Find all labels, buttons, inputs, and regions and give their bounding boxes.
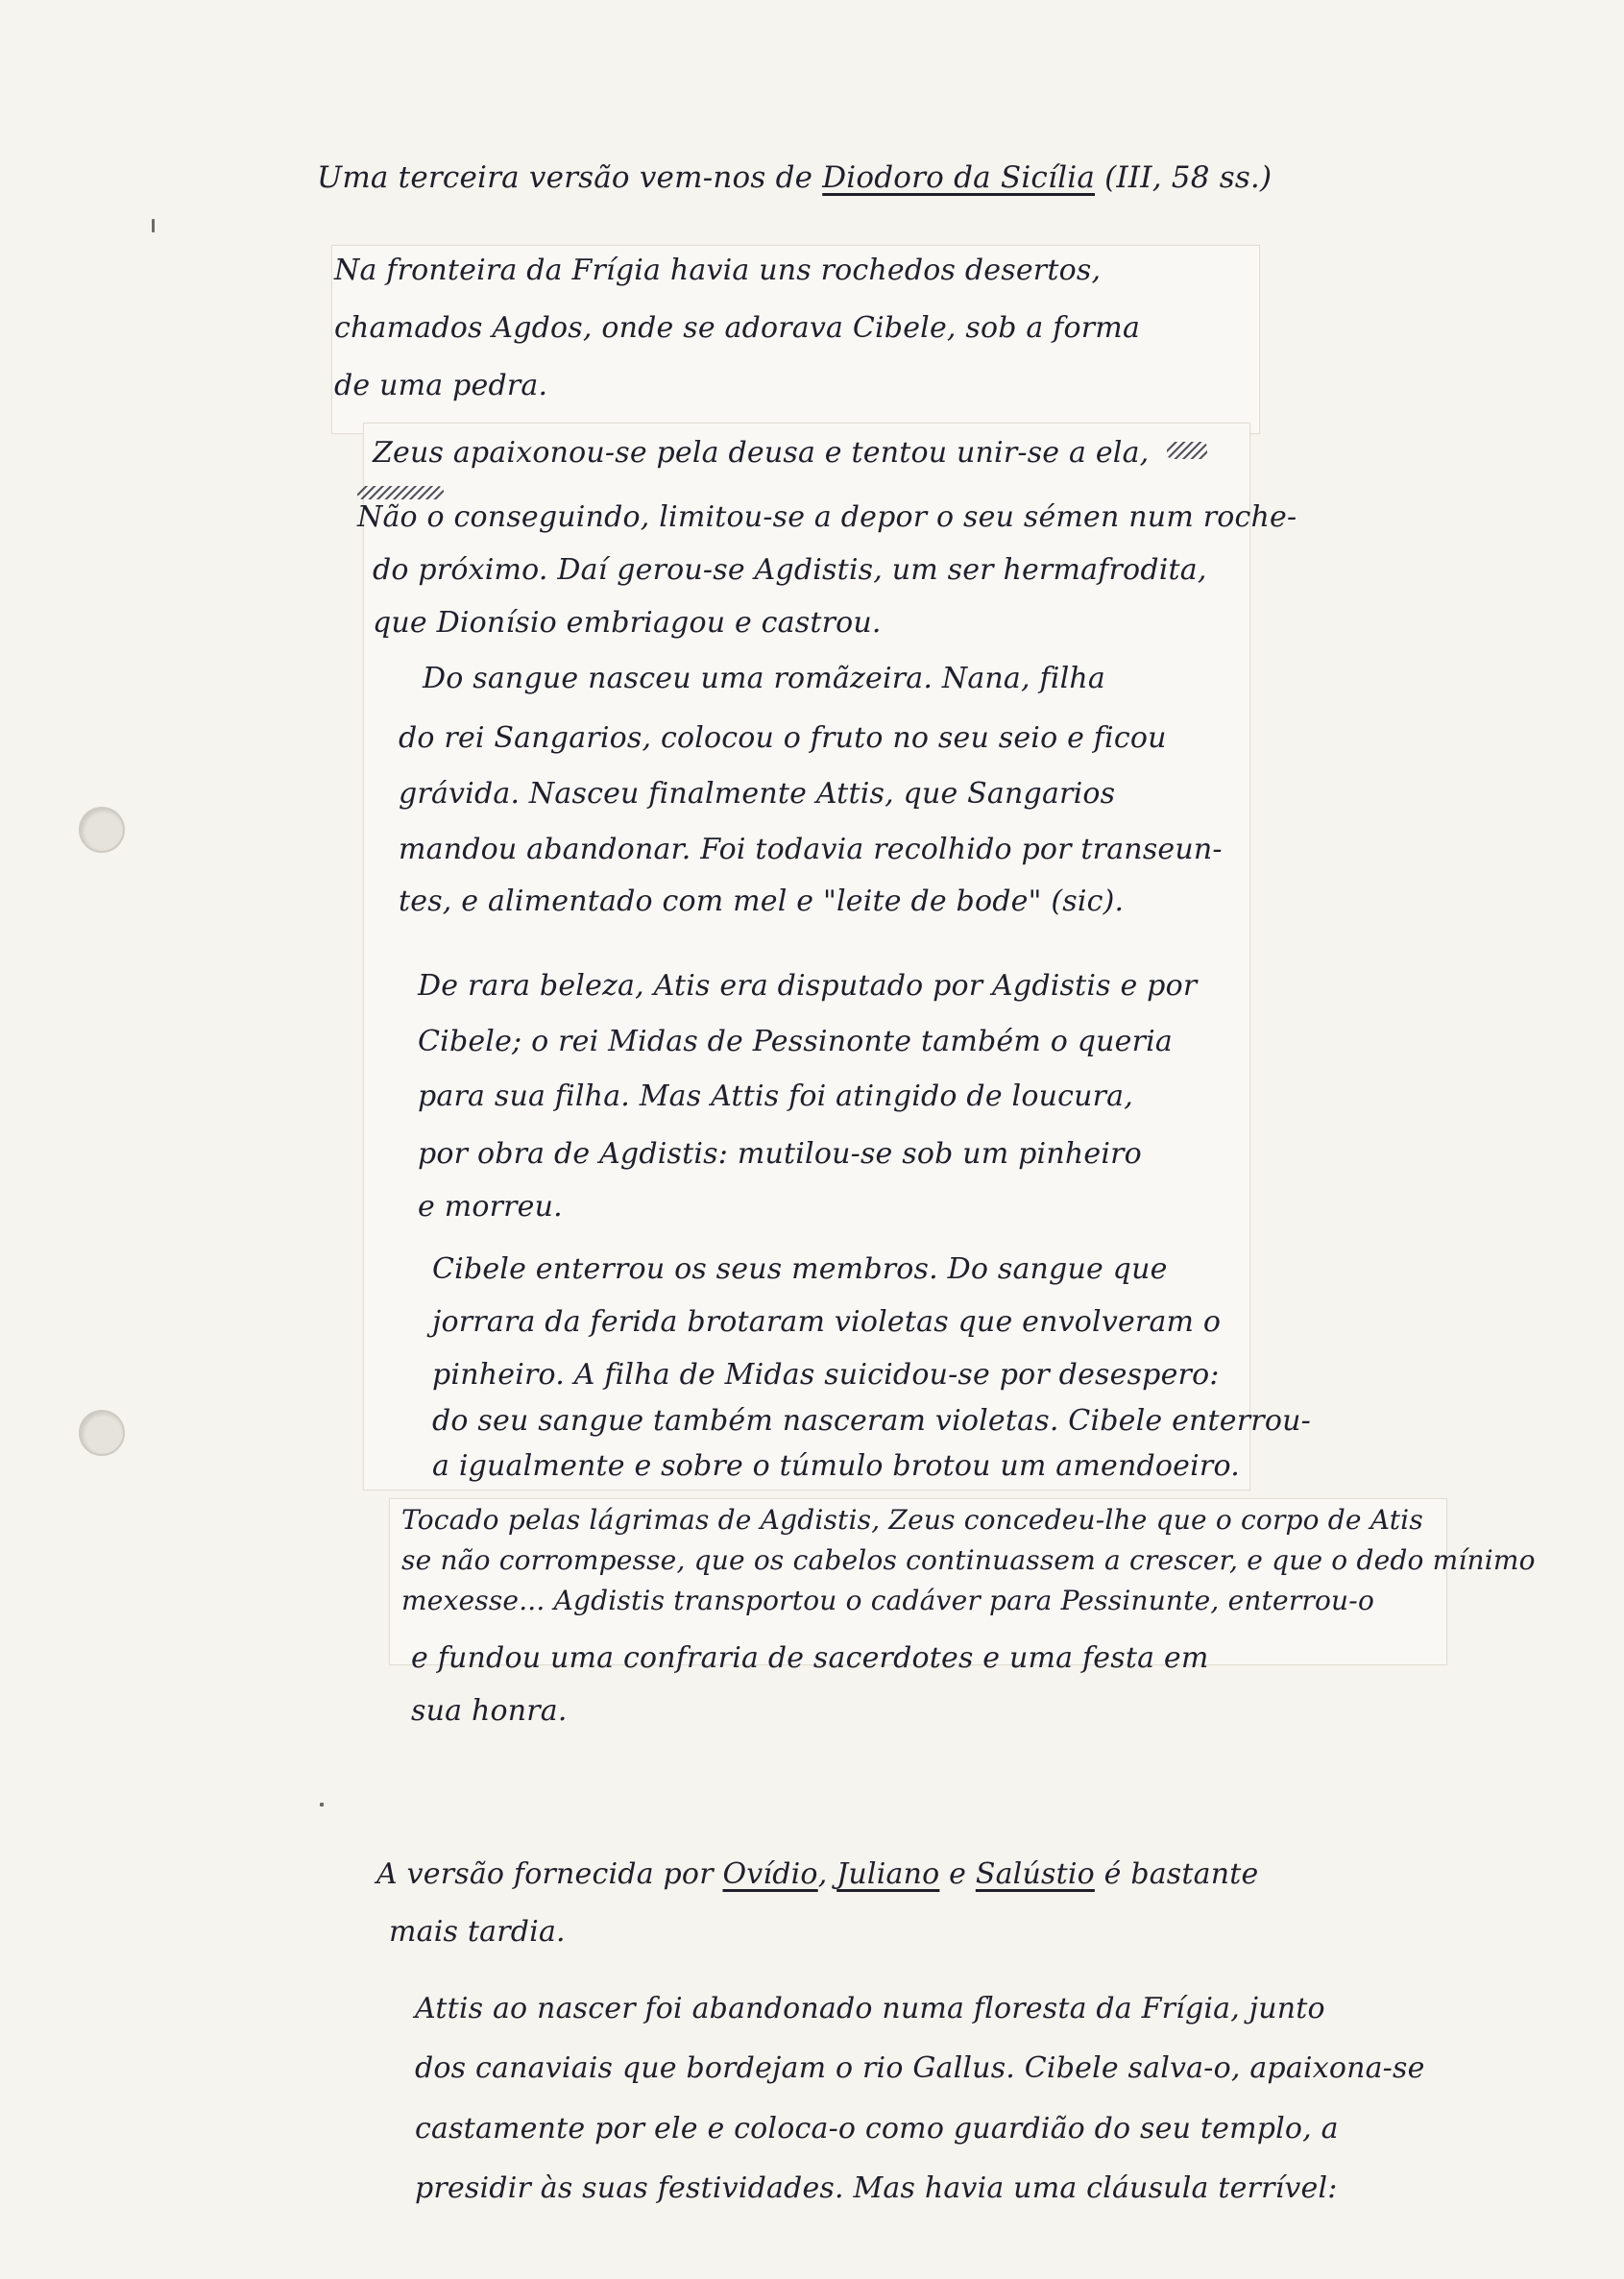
intro-line xyxy=(376,1858,1258,1890)
punch-hole-bottom xyxy=(79,1410,125,1456)
header-source: Diodoro da Sicília xyxy=(822,160,1096,195)
text-line: jorrara da ferida brotaram violetas que envolveram o xyxy=(432,1305,1222,1339)
author-ovidio: Ovídio xyxy=(722,1857,818,1891)
text-line: mandou abandonar. Foi todavia recolhido por transeun- xyxy=(399,833,1223,866)
header-suffix: (III, 58 ss.) xyxy=(1095,160,1273,195)
text-line: por obra de Agdistis: mutilou-se sob um pinheiro xyxy=(418,1137,1142,1171)
text-line: Zeus apaixonou-se pela deusa e tentou unir-se a ela, xyxy=(373,436,1150,470)
text-line: Do sangue nasceu uma romãzeira. Nana, filha xyxy=(423,662,1105,695)
text-line: e morreu. xyxy=(418,1190,563,1224)
intro-suffix: é bastante xyxy=(1094,1857,1259,1891)
text-line: Cibele; o rei Midas de Pessinonte também o queria xyxy=(418,1025,1174,1058)
paper-mark xyxy=(320,1803,324,1806)
text-line: para sua filha. Mas Attis foi atingido de loucura, xyxy=(418,1079,1133,1113)
intro-line-2: mais tardia. xyxy=(389,1915,566,1949)
text-line: Attis ao nascer foi abandonado numa floresta da Frígia, junto xyxy=(415,1992,1325,2025)
intro-prefix: A versão fornecida por xyxy=(376,1857,723,1891)
text-line: do seu sangue também nasceram violetas. Cibele enterrou- xyxy=(432,1404,1311,1438)
header-line xyxy=(317,161,1272,194)
text-line: mexesse... Agdistis transportou o cadáver para Pessinunte, enterrou-o xyxy=(401,1585,1374,1616)
punch-hole-top xyxy=(79,807,125,853)
text-line: Na fronteira da Frígia havia uns rochedos desertos, xyxy=(334,254,1102,287)
text-line: dos canaviais que bordejam o rio Gallus. Cibele salva-o, apaixona-se xyxy=(415,2051,1425,2085)
text-line: que Dionísio embriagou e castrou. xyxy=(373,606,882,640)
intro-sep: e xyxy=(939,1857,976,1891)
text-line: do rei Sangarios, colocou o fruto no seu seio e ficou xyxy=(399,721,1167,755)
text-line: De rara beleza, Atis era disputado por Agdistis e por xyxy=(418,969,1198,1003)
text-line: Tocado pelas lágrimas de Agdistis, Zeus concedeu-lhe que o corpo de Atis xyxy=(401,1504,1423,1536)
text-line: e fundou uma confraria de sacerdotes e uma festa em xyxy=(411,1641,1209,1675)
crossed-out-word xyxy=(1167,442,1207,459)
intro-sep: , xyxy=(817,1857,837,1891)
crossed-out-word xyxy=(357,486,444,499)
text-line: pinheiro. A filha de Midas suicidou-se por desespero: xyxy=(432,1358,1220,1392)
text-line: castamente por ele e coloca-o como guardião do seu templo, a xyxy=(415,2112,1339,2146)
text-line: do próximo. Daí gerou-se Agdistis, um ser hermafrodita, xyxy=(373,553,1207,587)
author-juliano: Juliano xyxy=(836,1857,940,1891)
author-salustio: Salústio xyxy=(975,1857,1095,1891)
text-line: Não o conseguindo, limitou-se a depor o seu sémen num roche- xyxy=(357,500,1297,534)
text-line: sua honra. xyxy=(411,1694,568,1728)
paper-mark xyxy=(152,219,155,232)
text-line: a igualmente e sobre o túmulo brotou um amendoeiro. xyxy=(432,1449,1240,1483)
text-line: presidir às suas festividades. Mas havia uma cláusula terrível: xyxy=(415,2171,1338,2205)
text-line: chamados Agdos, onde se adorava Cibele, sob a forma xyxy=(334,311,1141,345)
text-line: se não corrompesse, que os cabelos continuassem a crescer, e que o dedo mínimo xyxy=(401,1544,1536,1576)
text-line: Cibele enterrou os seus membros. Do sangue que xyxy=(432,1252,1168,1286)
text-line: grávida. Nasceu finalmente Attis, que Sangarios xyxy=(399,777,1116,811)
text-line: tes, e alimentado com mel e "leite de bode" (sic). xyxy=(399,885,1125,918)
header-prefix: Uma terceira versão vem-nos de xyxy=(317,160,823,195)
text-line: de uma pedra. xyxy=(334,369,548,402)
